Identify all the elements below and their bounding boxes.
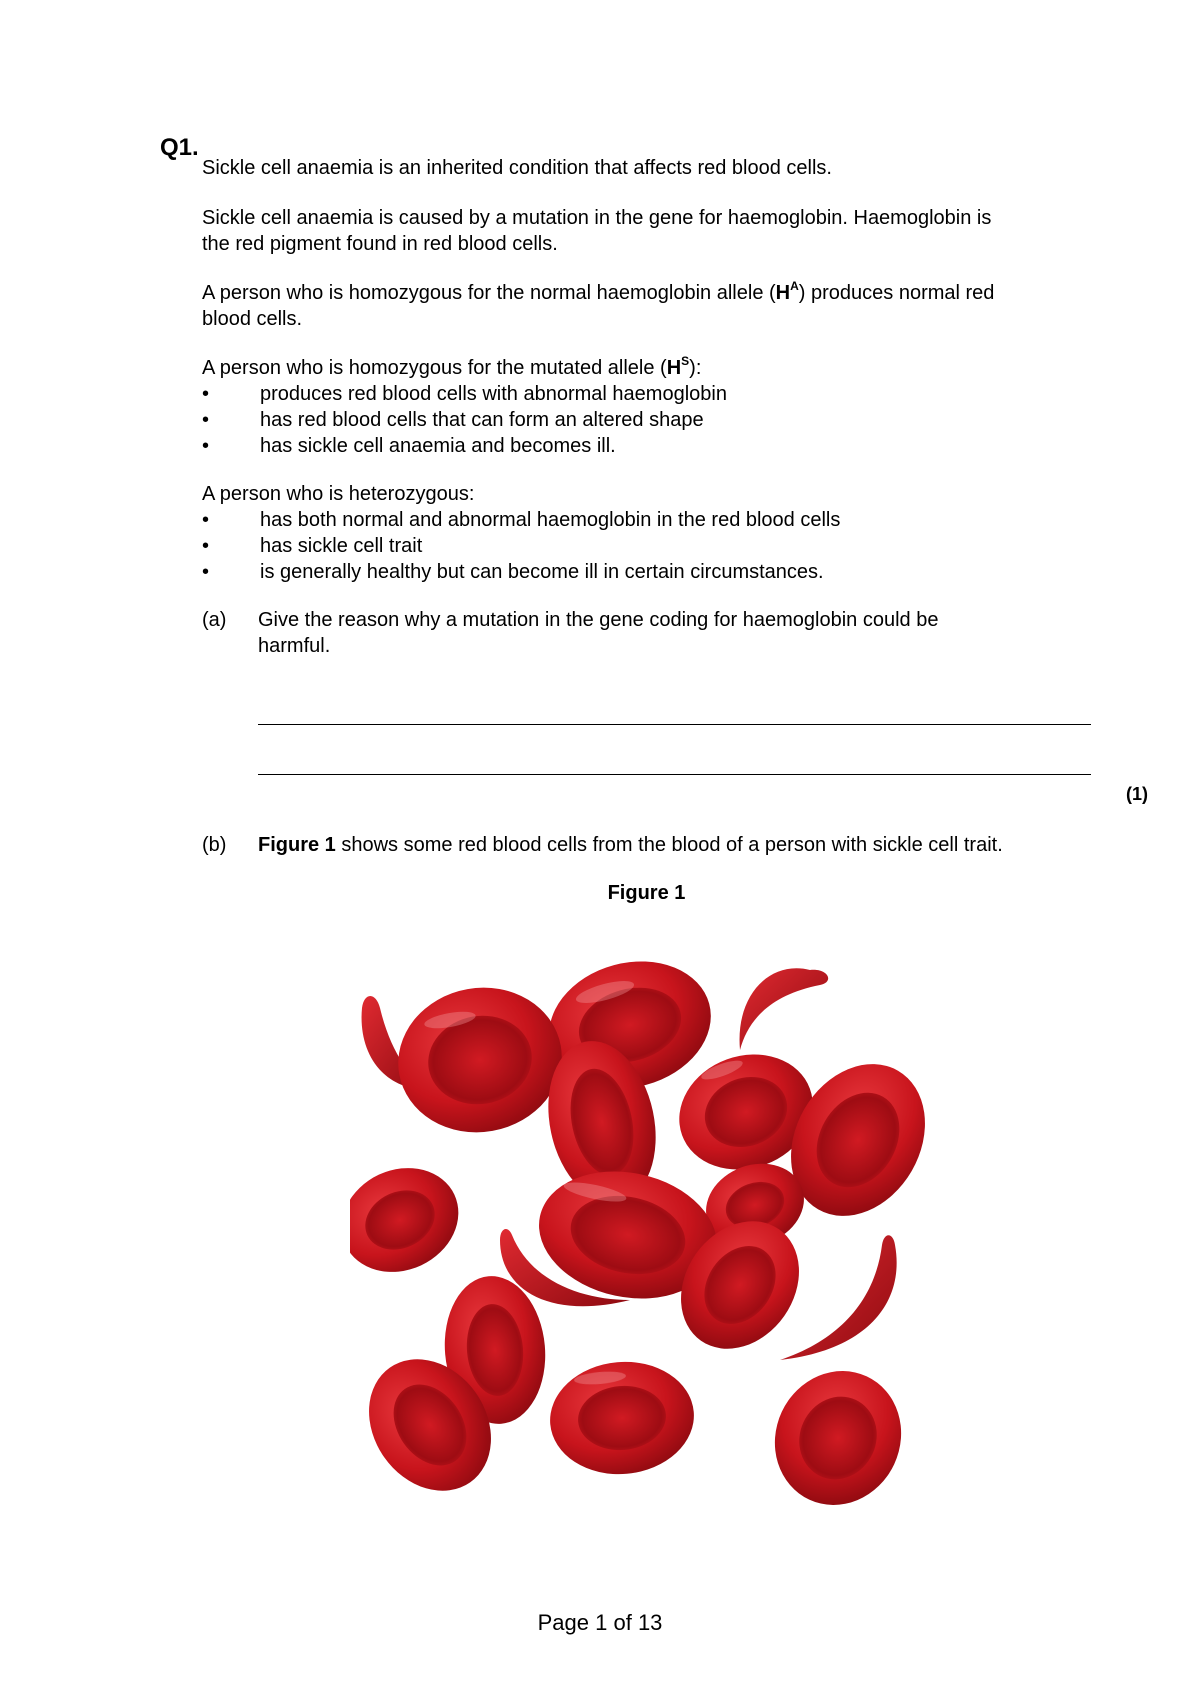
part-b-text: shows some red blood cells from the blood of a person with sickle cell trait.	[335, 834, 1003, 856]
mutation-paragraph	[202, 205, 1102, 257]
bullet-icon: •	[202, 435, 210, 457]
bullet-icon: •	[202, 409, 210, 431]
mutation-line-2: the red pigment found in red blood cells.	[202, 233, 558, 255]
allele-mutated-sup: S	[681, 354, 690, 369]
answer-line-1[interactable]	[258, 724, 1091, 725]
homozygous-mutated-text-post: ):	[689, 357, 702, 379]
page-label: Page	[537, 1610, 589, 1635]
list-item-text: is generally healthy but can become ill in certain circumstances.	[260, 561, 824, 583]
list-item	[202, 381, 1102, 407]
heterozygous-intro: A person who is heterozygous:	[202, 483, 475, 505]
part-a-question	[258, 607, 1098, 659]
part-a-marks: (1)	[1126, 784, 1148, 804]
sickle-cell	[780, 1235, 897, 1360]
list-item-text: has both normal and abnormal haemoglobin in the red blood cells	[260, 509, 841, 531]
part-b-label: (b)	[202, 834, 227, 856]
heterozygous-list	[202, 507, 1102, 585]
part-b-question	[258, 832, 1158, 858]
question-number: Q1.	[160, 134, 199, 161]
homozygous-normal-line-1	[202, 280, 1102, 306]
answer-line-2[interactable]	[258, 774, 1091, 775]
bullet-icon: •	[202, 383, 210, 405]
figure-caption: Figure 1	[607, 882, 686, 904]
page-number: 1	[595, 1610, 608, 1635]
list-item-text: produces red blood cells with abnormal haemoglobin	[260, 383, 727, 405]
allele-normal-sup: A	[790, 279, 799, 294]
red-blood-cell	[350, 1149, 476, 1290]
list-item-text: has sickle cell trait	[260, 535, 423, 557]
page-footer	[0, 1610, 1200, 1636]
allele-mutated	[666, 354, 690, 379]
part-a-line-2: harmful.	[258, 635, 331, 657]
list-item	[202, 533, 1102, 559]
homozygous-normal-line-2: blood cells.	[202, 308, 303, 330]
homozygous-mutated-intro	[202, 355, 1102, 381]
mutation-line-1: Sickle cell anaemia is caused by a mutation in the gene for haemoglobin. Haemoglobin is	[202, 207, 992, 229]
total-pages: 13	[637, 1610, 663, 1635]
list-item	[202, 407, 1102, 433]
part-a-line-1: Give the reason why a mutation in the gene coding for haemoglobin could be	[258, 609, 939, 631]
homozygous-mutated-list	[202, 381, 1102, 459]
sickle-cell	[740, 968, 829, 1050]
list-item-text: has sickle cell anaemia and becomes ill.	[260, 435, 616, 457]
allele-mutated-base: H	[666, 357, 682, 379]
bullet-icon: •	[202, 535, 210, 557]
part-a-label: (a)	[202, 609, 227, 631]
of-label: of	[613, 1610, 632, 1635]
red-blood-cell	[387, 975, 574, 1145]
homozygous-normal-paragraph	[202, 280, 1102, 332]
homozygous-normal-text-post: ) produces normal red	[798, 282, 995, 304]
list-item	[202, 507, 1102, 533]
figure-reference: Figure 1	[258, 834, 336, 856]
list-item	[202, 433, 1102, 459]
list-item-text: has red blood cells that can form an altered shape	[260, 409, 704, 431]
homozygous-mutated-text-pre: A person who is homozygous for the mutated allele (	[202, 357, 667, 379]
allele-normal	[775, 279, 799, 304]
red-blood-cell	[753, 1350, 923, 1510]
bullet-icon: •	[202, 509, 210, 531]
list-item	[202, 559, 1102, 585]
bullet-icon: •	[202, 561, 210, 583]
homozygous-normal-text-pre: A person who is homozygous for the normal haemoglobin allele (	[202, 282, 776, 304]
intro-text: Sickle cell anaemia is an inherited condition that affects red blood cells.	[202, 157, 832, 179]
red-blood-cells-figure	[350, 940, 950, 1510]
allele-normal-base: H	[775, 282, 791, 304]
